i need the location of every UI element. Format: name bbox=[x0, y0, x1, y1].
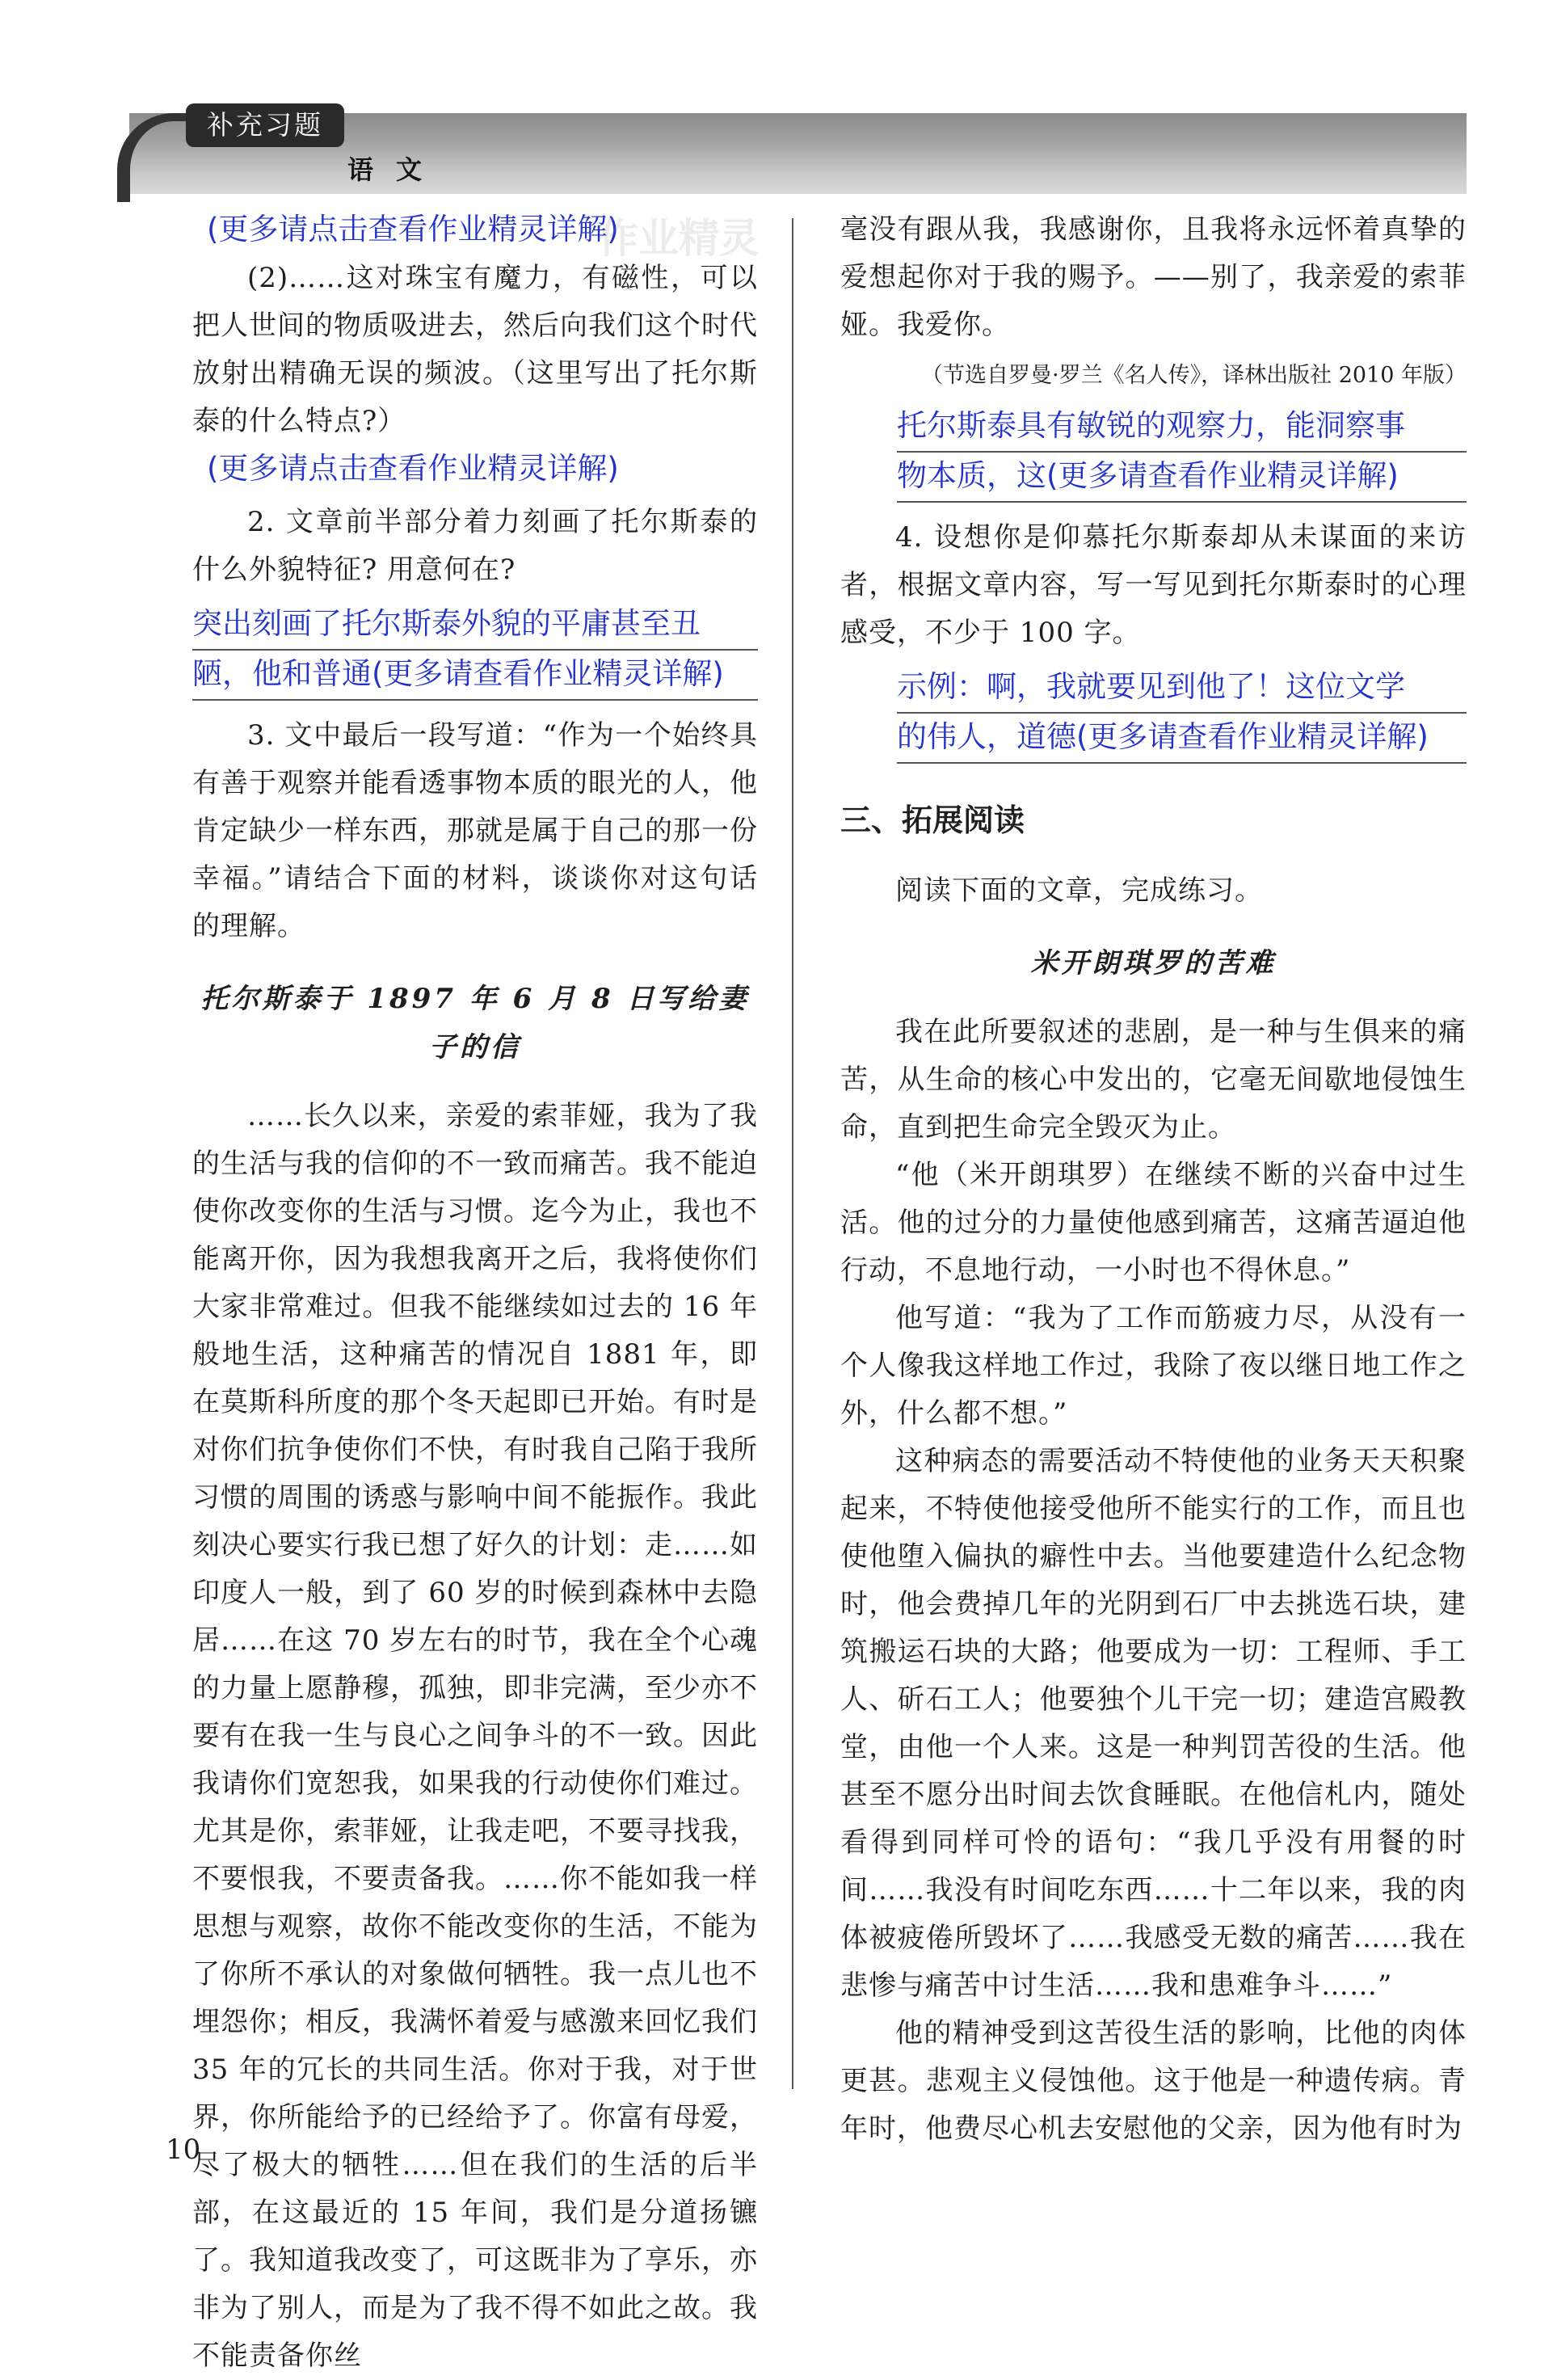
article-paragraph-2: “他（米开朗琪罗）在继续不断的兴奋中过生活。他的过分的力量使他感到痛苦，这痛苦逼迫他行动，不息地行动，一小时也不得休息。” bbox=[840, 1159, 1467, 1287]
article-paragraph-5: 他的精神受到这苦役生活的影响，比他的肉体更甚。悲观主义侵蚀他。这于他是一种遗传病。青年时，他费尽心机去安慰他的父亲，因为他有时为 bbox=[840, 2017, 1467, 2145]
question-4: 4. 设想你是仰慕托尔斯泰却从未谋面的来访者，根据文章内容，写一写见到托尔斯泰时的心理感受，不少于 100 字。 bbox=[840, 521, 1467, 649]
answer-block-4[interactable] bbox=[897, 402, 1467, 503]
header-tag: 补充习题 bbox=[186, 103, 344, 147]
article-title: 米开朗琪罗的苦难 bbox=[1030, 947, 1277, 979]
column-divider bbox=[792, 218, 793, 2089]
answer-line: 的伟人，道德(更多请查看作业精灵详解) bbox=[897, 714, 1467, 764]
left-column bbox=[192, 206, 758, 2380]
answer-link-2[interactable]: (更多请点击查看作业精灵详解) bbox=[207, 451, 619, 486]
page-number: 10 bbox=[166, 2134, 201, 2166]
answer-block-5[interactable] bbox=[897, 663, 1467, 764]
letter-title: 托尔斯泰于 1897 年 6 月 8 日写给妻子的信 bbox=[200, 983, 750, 1064]
letter-body: ……长久以来，亲爱的索菲娅，我为了我的生活与我的信仰的不一致而痛苦。我不能迫使你改变你的生活与习惯。迄今为止，我也不能离开你，因为我想我离开之后，我将使你们大家非常难过。但我不能继续如过去的 16 年般地生活，这种痛苦的情况自 1881 年，即在莫斯科所度的那个冬天起即已开始。有时是对你们抗争使你们不快，有时我自己陷于我所习惯的周围的诱惑与影响中间不能振作。我此刻决心要实行我已想了好久的计划：走……如印度人一般，到了 60 岁的时候到森林中去隐居……在这 70 岁左右的时节，我在全个心魂的力量上愿静穆，孤独，即非完满，至少亦不要有在我一生与良心之间争斗的不一致。因此我请你们宽恕我，如果我的行动使你们难过。尤其是你，索菲娅，让我走吧，不要寻找我，不要恨我，不要责备我。……你不能如我一样思想与观察，故你不能改变你的生活，不能为了你所不承认的对象做何牺牲。我一点儿也不埋怨你；相反，我满怀着爱与感激来回忆我们 35 年的冗长的共同生活。你对于我，对于世界，你所能给予的已经给予了。你富有母爱，尽了极大的牺牲……但在我们的生活的后半部，在这最近的 15 年间，我们是分道扬镳了。我知道我改变了，可这既非为了享乐，亦非为了别人，而是为了我不得不如此之故。我不能责备你丝 bbox=[192, 1100, 758, 2372]
question-3: 3. 文中最后一段写道：“作为一个始终具有善于观察并能看透事物本质的眼光的人，他肯定缺少一样东西，那就是属于自己的那一份幸福。”请结合下面的材料，谈谈你对这句话的理解。 bbox=[192, 719, 758, 942]
answer-link-1[interactable]: (更多请点击查看作业精灵详解) bbox=[207, 212, 619, 246]
reading-instruction: 阅读下面的文章，完成练习。 bbox=[895, 874, 1263, 907]
answer-line: 示例：啊，我就要见到他了！这位文学 bbox=[897, 663, 1467, 714]
answer-line: 突出刻画了托尔斯泰外貌的平庸甚至丑 bbox=[192, 600, 758, 651]
question-sub-2: (2)……这对珠宝有魔力，有磁性，可以把人世间的物质吸进去，然后向我们这个时代放射出精确无误的频波。（这里写出了托尔斯泰的什么特点?） bbox=[192, 262, 758, 437]
answer-line: 陋，他和普通(更多请查看作业精灵详解) bbox=[192, 651, 758, 701]
right-column bbox=[840, 206, 1467, 2153]
section-heading: 三、拓展阅读 bbox=[840, 802, 1025, 838]
watermark: 作业精灵 bbox=[598, 215, 760, 262]
answer-line: 托尔斯泰具有敏锐的观察力，能洞察事 bbox=[897, 402, 1467, 453]
source-citation: （节选自罗曼·罗兰《名人传》，译林出版社 2010 年版） bbox=[921, 363, 1467, 388]
answer-block-3[interactable] bbox=[192, 600, 758, 701]
letter-continuation: 毫没有跟从我，我感谢你，且我将永远怀着真挚的爱想起你对于我的赐予。——别了，我亲爱的索菲娅。我爱你。 bbox=[840, 213, 1467, 341]
article-paragraph-1: 我在此所要叙述的悲剧，是一种与生俱来的痛苦，从生命的核心中发出的，它毫无间歇地侵蚀生命，直到把生命完全毁灭为止。 bbox=[840, 1016, 1467, 1144]
article-paragraph-3: 他写道：“我为了工作而筋疲力尽，从没有一个人像我这样地工作过，我除了夜以继日地工作之外，什么都不想。” bbox=[840, 1302, 1467, 1430]
answer-line: 物本质，这(更多请查看作业精灵详解) bbox=[897, 453, 1467, 503]
header-subject: 语文 bbox=[347, 154, 445, 185]
question-2: 2. 文章前半部分着力刻画了托尔斯泰的什么外貌特征? 用意何在? bbox=[192, 506, 758, 586]
article-paragraph-4: 这种病态的需要活动不特使他的业务天天积聚起来，不特使他接受他所不能实行的工作，而且也使他堕入偏执的癖性中去。当他要建造什么纪念物时，他会费掉几年的光阴到石厂中去挑选石块，建筑搬运石块的大路；他要成为一切：工程师、手工人、斫石工人；他要独个儿干完一切；建造宫殿教堂，由他一个人来。这是一种判罚苦役的生活。他甚至不愿分出时间去饮食睡眠。在他信札内，随处看得到同样可怜的语句：“我几乎没有用餐的时间……我没有时间吃东西……十二年以来，我的肉体被疲倦所毁坏了……我感受无数的痛苦……我在悲惨与痛苦中讨生活……我和患难争斗……” bbox=[840, 1445, 1467, 2002]
